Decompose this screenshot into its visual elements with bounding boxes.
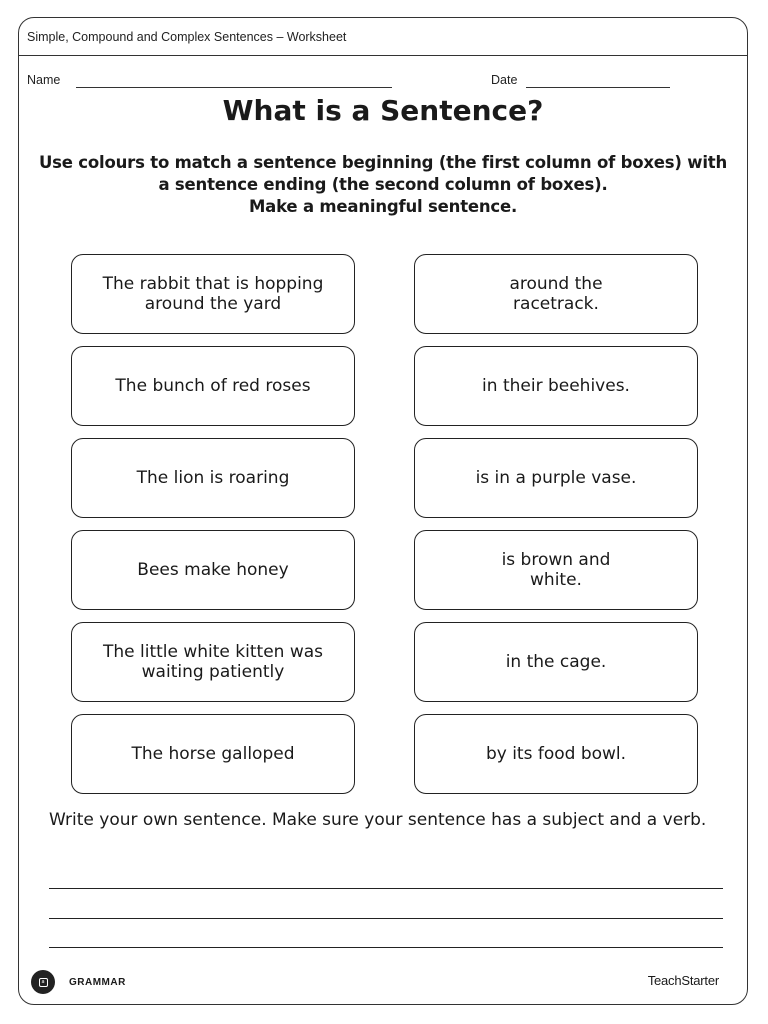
worksheet-header-title: Simple, Compound and Complex Sentences – Worksheet bbox=[27, 30, 347, 44]
book-icon: a bbox=[31, 970, 55, 994]
sentence-beginning-box[interactable]: The horse galloped bbox=[71, 714, 355, 794]
sentence-ending-box[interactable]: in the cage. bbox=[414, 622, 698, 702]
worksheet-page bbox=[18, 17, 748, 1005]
sentence-ending-box[interactable]: is in a purple vase. bbox=[414, 438, 698, 518]
date-field[interactable] bbox=[526, 87, 670, 88]
date-label: Date bbox=[491, 73, 518, 87]
brand-logo: TeachStarter bbox=[647, 973, 719, 988]
sentence-beginning-box[interactable]: The bunch of red roses bbox=[71, 346, 355, 426]
instruction-line: Make a meaningful sentence. bbox=[248, 197, 518, 216]
sentence-ending-box[interactable]: is brown and white. bbox=[414, 530, 698, 610]
sentence-beginning-box[interactable]: The lion is roaring bbox=[71, 438, 355, 518]
footer-category: GRAMMAR bbox=[69, 977, 126, 988]
name-field[interactable] bbox=[76, 87, 392, 88]
writing-line[interactable] bbox=[49, 888, 723, 889]
sentence-ending-box[interactable]: by its food bowl. bbox=[414, 714, 698, 794]
writing-line[interactable] bbox=[49, 918, 723, 919]
instruction-line: a sentence ending (the second column of boxes). bbox=[158, 175, 608, 194]
sentence-ending-box[interactable]: around the racetrack. bbox=[414, 254, 698, 334]
header-bar bbox=[19, 18, 747, 56]
instructions bbox=[27, 152, 739, 218]
sentence-beginning-box[interactable]: Bees make honey bbox=[71, 530, 355, 610]
writing-line[interactable] bbox=[49, 947, 723, 948]
page-title: What is a Sentence? bbox=[222, 94, 544, 127]
sentence-ending-box[interactable]: in their beehives. bbox=[414, 346, 698, 426]
writing-task: Write your own sentence. Make sure your sentence has a subject and a verb. bbox=[49, 810, 707, 830]
sentence-beginning-box[interactable]: The rabbit that is hopping around the yard bbox=[71, 254, 355, 334]
instruction-line: Use colours to match a sentence beginning (the first column of boxes) with bbox=[38, 153, 728, 172]
name-label: Name bbox=[27, 73, 61, 87]
sentence-beginning-box[interactable]: The little white kitten was waiting patiently bbox=[71, 622, 355, 702]
